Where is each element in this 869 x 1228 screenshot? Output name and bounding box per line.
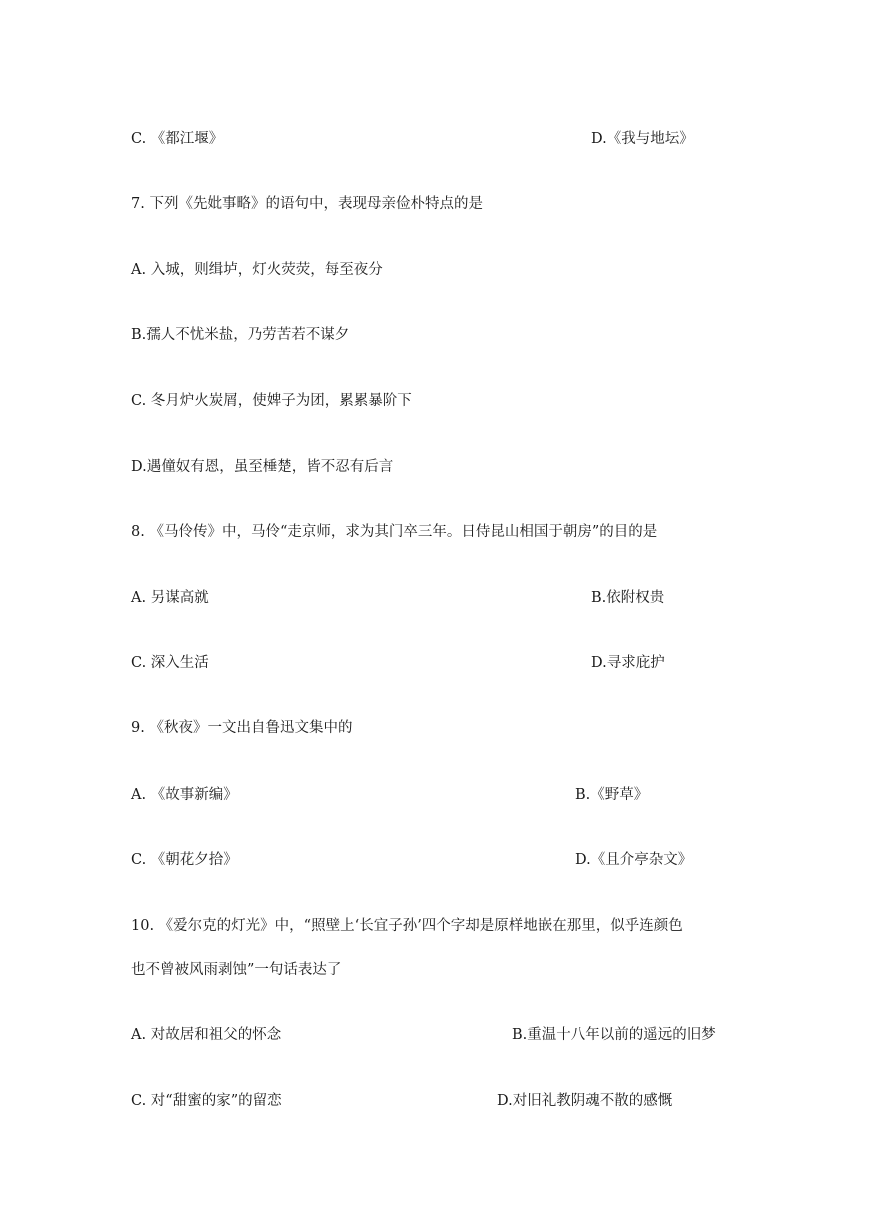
q8-option-c: C. 深入生活 (131, 655, 209, 671)
q7-option-b: B.孺人不忧米盐，乃劳苦若不谋夕 (131, 327, 350, 343)
q10-option-a: A. 对故居和祖父的怀念 (131, 1027, 282, 1043)
q7-option-a: A. 入城，则缉垆，灯火荧荧，每至夜分 (131, 262, 383, 278)
q7-option-c: C. 冬月炉火炭屑，使婢子为团，累累暴阶下 (131, 393, 412, 409)
q10-option-d: D.对旧礼教阴魂不散的感慨 (497, 1093, 673, 1109)
q8-option-a: A. 另谋高就 (131, 590, 209, 606)
q9-option-d: D.《且介亭杂文》 (575, 852, 693, 868)
q10-option-b: B.重温十八年以前的遥远的旧梦 (512, 1027, 716, 1043)
q6-option-c: C. 《都江堰》 (131, 131, 224, 147)
q9-option-c: C. 《朝花夕拾》 (131, 852, 238, 868)
q8-option-d: D.寻求庇护 (591, 655, 665, 671)
q9-option-b: B.《野草》 (575, 787, 649, 803)
q8-option-b: B.依附权贵 (591, 590, 665, 606)
q7-option-d: D.遇僮奴有恩，虽至棰楚，皆不忍有后言 (131, 459, 394, 475)
q7-stem: 7. 下列《先妣事略》的语句中，表现母亲俭朴特点的是 (131, 196, 483, 212)
q9-option-a: A. 《故事新编》 (131, 787, 238, 803)
q10-option-c: C. 对“甜蜜的家”的留恋 (131, 1093, 282, 1109)
q8-stem: 8. 《马伶传》中，马伶“走京师，求为其门卒三年。日侍昆山相国于朝房”的目的是 (131, 524, 658, 540)
q10-stem-line-1: 10. 《爱尔克的灯光》中，“照壁上‘长宜子孙’四个字却是原样地嵌在那里，似乎连颜色 (131, 918, 683, 934)
q10-stem-line-2: 也不曾被风雨剥蚀”一句话表达了 (131, 962, 342, 978)
q9-stem: 9. 《秋夜》一文出自鲁迅文集中的 (131, 720, 353, 736)
q6-option-d: D.《我与地坛》 (591, 131, 694, 147)
